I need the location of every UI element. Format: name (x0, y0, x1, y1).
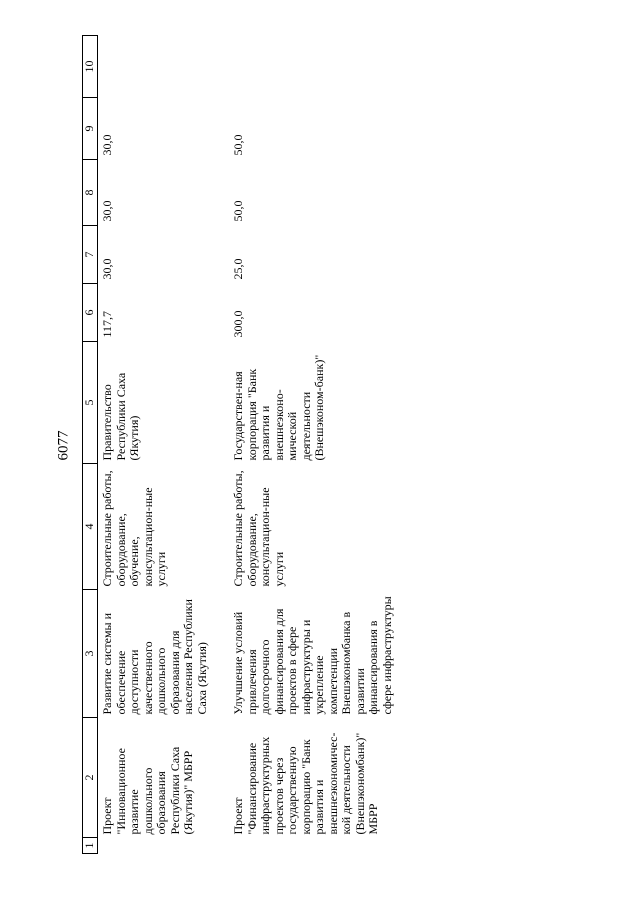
cell-year4 (229, 36, 412, 98)
cell-year1: 25,0 (231, 258, 245, 280)
table-row (98, 36, 230, 854)
cell-year2: 50,0 (231, 200, 245, 222)
column-header-4: 4 (83, 464, 98, 590)
cell-goal: Развитие системы и обеспечение доступности качественного дошкольного образования для населения Республики Саха (Якутия) (100, 599, 209, 715)
page-number: 6077 (55, 430, 72, 461)
rotated-page (82, 36, 624, 854)
table-container (82, 36, 624, 854)
cell-project: Проект "Инновационное развитие дошкольного образования Республики Саха (Якутия)" МБРР (100, 746, 195, 835)
column-header-6: 6 (83, 284, 98, 342)
column-header-7: 7 (83, 226, 98, 284)
cell-borrower: Правительство Республики Саха (Якутия) (100, 372, 141, 461)
table-row (229, 36, 412, 854)
column-header-2: 2 (83, 718, 98, 838)
column-header-5: 5 (83, 342, 98, 464)
cell-works: Строительные работы, оборудование, консультацион-ные услуги (231, 470, 286, 587)
cell-col1 (98, 838, 230, 854)
column-header-1: 1 (83, 838, 98, 854)
cell-year3: 30,0 (100, 134, 114, 156)
header-row (83, 36, 98, 854)
cell-project: Проект "Финансирование инфраструктурных проектов через государственную корпорацию "Банк развития и внешнеэкономичес-кой деятельности (Внешэкономбанк)" МБРР (231, 732, 380, 835)
cell-borrower: Государствен-ная корпорация "Банк развития и внешнеэконо-мической деятельности (Внешэконом-банк)" (231, 354, 326, 461)
cell-col1 (229, 838, 412, 854)
cell-year2: 30,0 (100, 200, 114, 222)
column-header-8: 8 (83, 160, 98, 226)
cell-goal: Улучшение условий привлечения долгосрочного финансирования для проектов в сфере инфраструктуры и укрепление компетенции Внешэкономбанка в развитии финансирования в сфере инфраструктуры (231, 596, 394, 715)
cell-year4 (98, 36, 230, 98)
cell-year3: 50,0 (231, 134, 245, 156)
cell-year1: 30,0 (100, 258, 114, 280)
cell-total: 300,0 (231, 310, 245, 338)
column-header-10: 10 (83, 36, 98, 98)
loan-projects-table (82, 35, 412, 854)
column-header-9: 9 (83, 98, 98, 160)
cell-total: 117,7 (100, 310, 114, 338)
column-header-3: 3 (83, 590, 98, 718)
cell-works: Строительные работы, оборудование, обучение, консультацион-ные услуги (100, 470, 168, 587)
